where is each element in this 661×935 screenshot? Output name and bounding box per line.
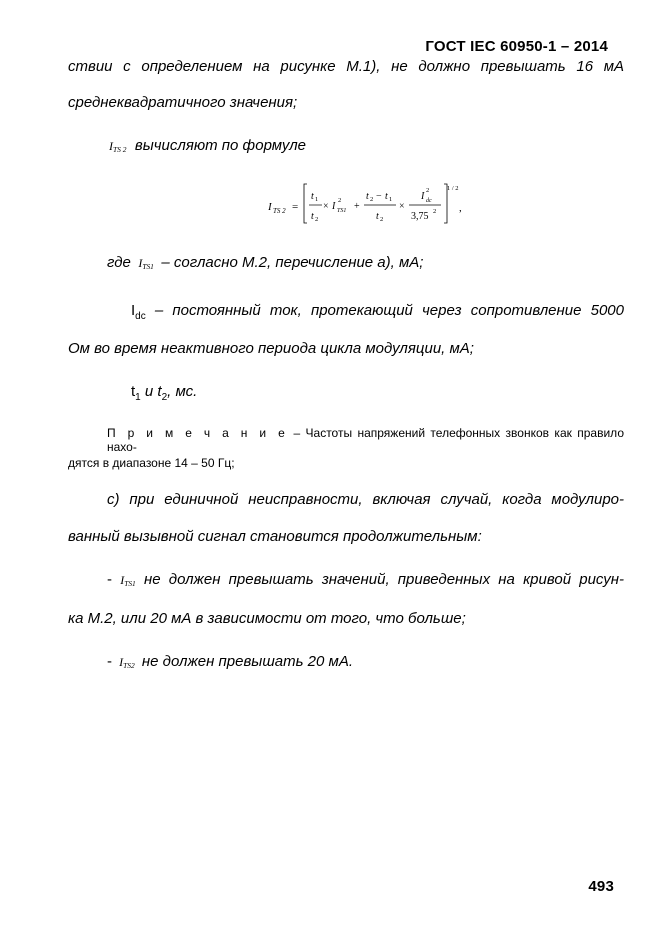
- formula-times: ×: [399, 201, 405, 212]
- formula-num-t1: t: [385, 191, 388, 202]
- formula-den-t2: t: [376, 211, 379, 222]
- formula-plus: +: [354, 201, 360, 212]
- formula: [262, 178, 477, 230]
- formula-bracket-left: [304, 184, 307, 223]
- formula-power: 1 / 2: [447, 185, 459, 192]
- paragraph-line: Ом во время неактивного периода цикла модуляции, мА;: [68, 340, 474, 357]
- paragraph-line: среднеквадратичного значения;: [68, 94, 298, 111]
- formula-t1: t: [311, 191, 314, 202]
- formula-t2: t: [311, 211, 314, 222]
- formula-idc: I: [421, 191, 425, 202]
- formula-idc-sub: dc: [426, 198, 432, 204]
- note-line: П р и м е ч а н и е – Частоты напряжений телефонных звонков как правило нахо-: [107, 426, 624, 454]
- note-line: дятся в диапазоне 14 – 50 Гц;: [68, 456, 235, 470]
- bullet-item: - ITS2 не должен превышать 20 мА.: [107, 653, 353, 671]
- formula-minus: −: [376, 191, 382, 202]
- formula-idc-sup: 2: [426, 187, 430, 194]
- where-line: [107, 254, 423, 272]
- formula-equals: =: [292, 201, 299, 213]
- calc-intro: [109, 137, 306, 155]
- paragraph-line: c) при единичной неисправности, включая случай, когда модулиро-: [107, 491, 624, 508]
- formula-t2-sub: 2: [315, 216, 319, 223]
- formula-den-375-sup: 2: [433, 208, 437, 215]
- formula-num-t2: t: [366, 191, 369, 202]
- formula-num-t2-sub: 2: [370, 196, 374, 203]
- t-definition-line: $t_1$ и $t_2$, мс.: [131, 383, 198, 403]
- formula-t1-sub: 1: [315, 196, 319, 203]
- formula-lhs-sub: TS 2: [273, 207, 286, 215]
- symbol-its1: ITS1: [138, 256, 154, 272]
- page-number: 493: [588, 878, 614, 895]
- document-header: ГОСТ IEC 60950-1 – 2014: [425, 38, 608, 55]
- paragraph-line: ванный вызывной сигнал становится продолжительным:: [68, 528, 482, 545]
- calc-intro-text: вычисляют по формуле: [134, 137, 307, 154]
- paragraph-line: ка М.2, или 20 мА в зависимости от того, что больше;: [68, 610, 466, 627]
- symbol-idc: $I_{dc}$: [131, 302, 146, 322]
- note-label: П р и м е ч а н и е: [107, 426, 289, 440]
- symbol-its2: ITS 2: [109, 139, 127, 155]
- formula-lhs: I: [268, 201, 272, 213]
- idc-definition-line: $I_{dc}$ – постоянный ток, протекающий через сопротивление 5000: [131, 302, 624, 322]
- formula-den-t2-sub: 2: [380, 216, 384, 223]
- formula-its1-sup: 2: [338, 197, 342, 204]
- paragraph-line: ствии с определением на рисунке М.1), не должно превышать 16 мА: [68, 58, 624, 75]
- symbol-its2: ITS2: [119, 655, 135, 671]
- where-prefix: где: [107, 254, 131, 271]
- formula-its1-sub: TS1: [337, 208, 347, 214]
- formula-its1: I: [332, 201, 336, 212]
- formula-comma: ,: [459, 202, 462, 214]
- formula-times: ×: [323, 201, 329, 212]
- formula-num-t1-sub: 1: [389, 196, 393, 203]
- where-text: – согласно М.2, перечисление а), мА;: [161, 254, 424, 271]
- symbol-its1: ITS1: [120, 573, 136, 589]
- bullet-item: - ITS1 не должен превышать значений, приведенных на кривой рисун-: [107, 571, 624, 589]
- formula-den-375: 3,75: [411, 211, 429, 222]
